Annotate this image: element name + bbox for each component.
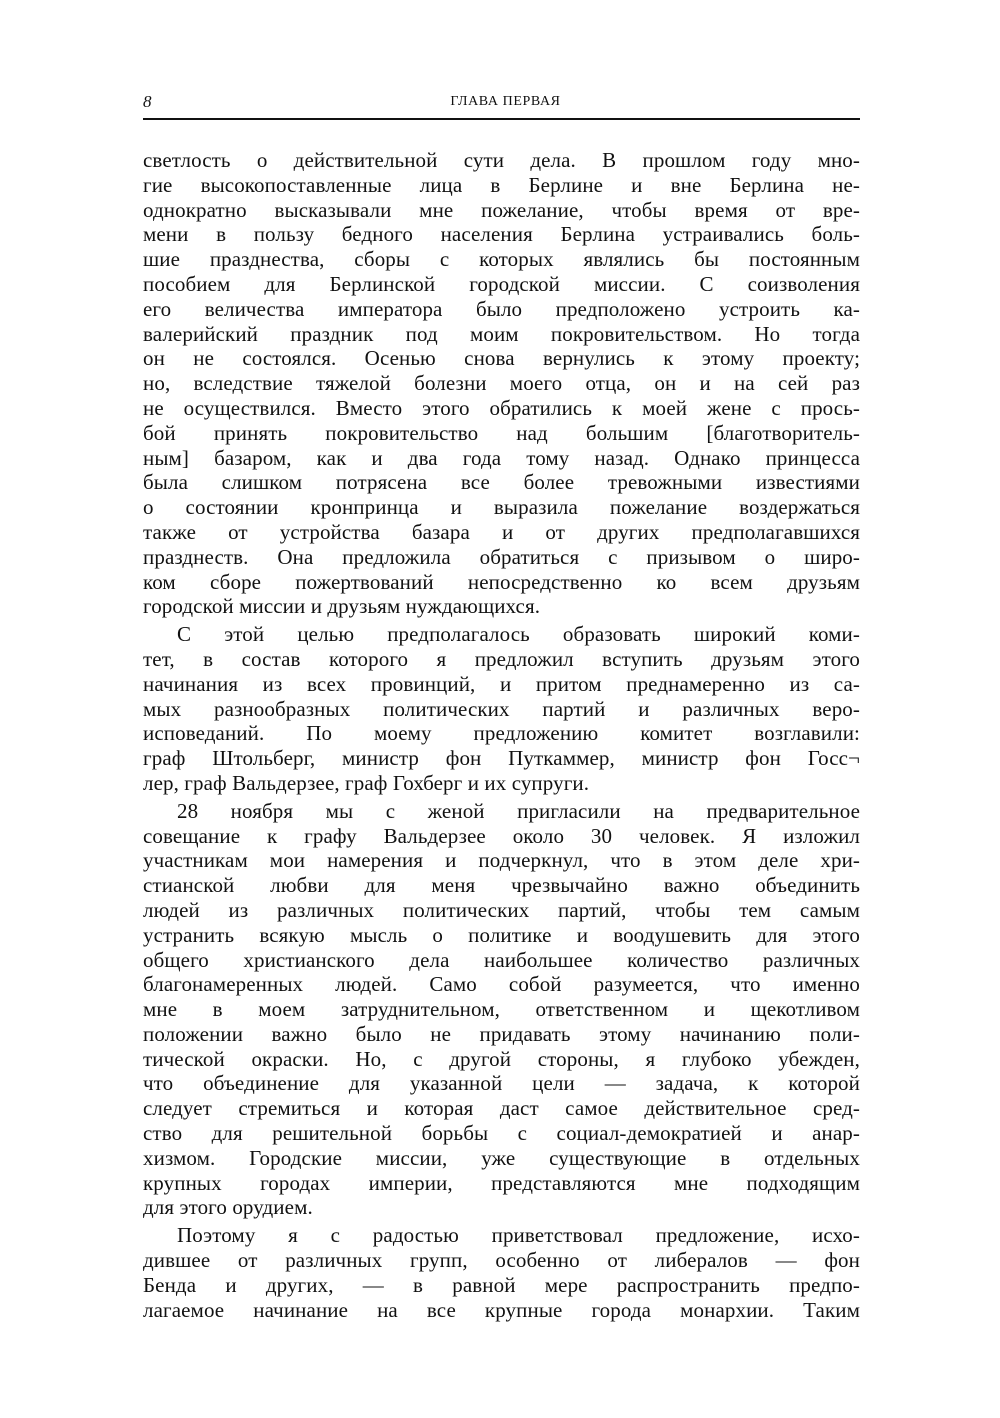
text-line: для этого орудием. — [143, 1195, 313, 1220]
page-number: 8 — [143, 92, 152, 111]
body-text — [143, 148, 860, 1322]
text-line: стианской любви для меня чрезвычайно важно объединить — [143, 873, 860, 898]
text-line: мых разнообразных политических партий и различных веро- — [143, 696, 860, 721]
text-line: не осуществился. Вместо этого обратились к моей жене с прось- — [143, 395, 860, 420]
paragraph — [143, 148, 860, 619]
text-line: положении важно было не придавать этому начинанию поли- — [143, 1021, 860, 1046]
text-line: городской миссии и друзьям нуждающихся. — [143, 594, 541, 619]
text-line: гие высокопоставленные лица в Берлине и вне Берлина не- — [143, 172, 860, 197]
text-line: бой принять покровительство над большим [благотворитель- — [143, 420, 860, 445]
text-line: однократно высказывали мне пожелание, чтобы время от вре- — [143, 197, 860, 222]
text-line: мне в моем затруднительном, ответственном и щекотливом — [143, 997, 860, 1022]
text-line: благонамеренных людей. Само собой разумеется, что именно — [143, 972, 860, 997]
paragraph — [143, 1223, 860, 1322]
text-line: шие празднества, сборы с которых являлись бы постоянным — [143, 247, 860, 272]
text-line: о состоянии кронпринца и выразила пожелание воздержаться — [143, 495, 860, 520]
running-head — [143, 92, 860, 114]
text-line: но, вследствие тяжелой болезни моего отца, он и на сей раз — [143, 371, 860, 396]
text-line: также от устройства базара и от других предполагавшихся — [143, 519, 860, 544]
text-line: лагаемое начинание на все крупные города монархии. Таким — [143, 1297, 860, 1322]
text-line: крупных городах империи, представляются мне подходящим — [143, 1170, 860, 1195]
text-line: ным] базаром, как и два года тому назад. Однако принцесса — [143, 445, 860, 470]
text-line: его величества императора было предположено устроить ка- — [143, 296, 860, 321]
text-line: лер, граф Вальдерзее, граф Гохберг и их супруги. — [143, 770, 590, 795]
text-line: светлость о действительной сути дела. В прошлом году мно- — [143, 148, 860, 172]
header-rule — [143, 118, 860, 120]
text-line: начинания из всех провинций, и притом преднамеренно из са- — [143, 671, 860, 696]
text-line: ком сборе пожертвований непосредственно ко всем друзьям — [143, 569, 860, 594]
text-line: граф Штольберг, министр фон Путкаммер, министр фон Госс¬ — [143, 746, 860, 771]
text-line: дившее от различных групп, особенно от либералов — фон — [143, 1248, 860, 1273]
text-line: хизмом. Городские миссии, уже существующие в отдельных — [143, 1145, 860, 1170]
text-line: Поэтому я с радостью приветствовал предложение, исхо- — [177, 1223, 860, 1248]
chapter-title: ГЛАВА ПЕРВАЯ — [450, 94, 561, 109]
text-line: 28 ноября мы с женой пригласили на предварительное — [177, 798, 860, 823]
text-line: С этой целью предполагалось образовать широкий коми- — [177, 622, 860, 647]
text-line: исповеданий. По моему предложению комитет возглавили: — [143, 721, 860, 746]
text-line: пособием для Берлинской городской миссии. С соизволения — [143, 271, 860, 296]
text-line: людей из различных политических партий, чтобы тем самым — [143, 897, 860, 922]
text-line: празднеств. Она предложила обратиться с призывом о широ- — [143, 544, 860, 569]
text-line: он не состоялся. Осенью снова вернулись к этому проекту; — [143, 346, 860, 371]
text-line: совещание к графу Вальдерзее около 30 человек. Я изложил — [143, 823, 860, 848]
text-line: тет, в состав которого я предложил вступить друзьям этого — [143, 646, 860, 671]
text-line: общего христианского дела наибольшее количество различных — [143, 947, 860, 972]
text-line: участникам мои намерения и подчеркнул, что в этом деле хри- — [143, 848, 860, 873]
text-line: устранить всякую мысль о политике и воодушевить для этого — [143, 922, 860, 947]
text-line: тической окраски. Но, с другой стороны, я глубоко убежден, — [143, 1046, 860, 1071]
text-line: следует стремиться и которая даст самое действительное сред- — [143, 1096, 860, 1121]
text-line: мени в пользу бедного населения Берлина устраивались боль- — [143, 222, 860, 247]
paragraph — [143, 622, 860, 796]
text-line: Бенда и других, — в равной мере распространить предпо- — [143, 1272, 860, 1297]
text-line: была слишком потрясена все более тревожными известиями — [143, 470, 860, 495]
text-line: что объединение для указанной цели — задача, к которой — [143, 1071, 860, 1096]
text-line: валерийский праздник под моим покровительством. Но тогда — [143, 321, 860, 346]
paragraph — [143, 799, 860, 1221]
text-line: ство для решительной борьбы с социал-демократией и анар- — [143, 1121, 860, 1146]
